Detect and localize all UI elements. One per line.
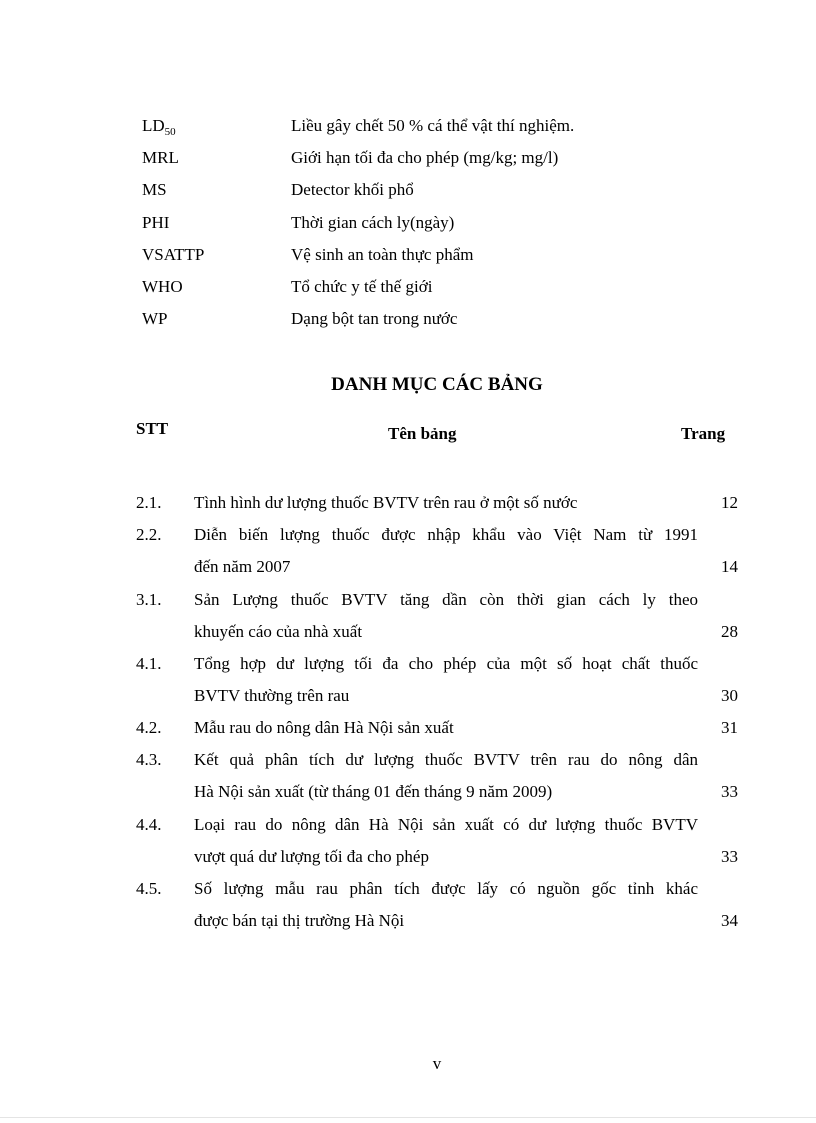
abbreviation-code: WP — [142, 309, 168, 328]
entry-page: 12 — [721, 493, 738, 512]
table-header-name: Tên bảng — [388, 424, 457, 443]
table-entry — [136, 648, 738, 712]
abbreviation-definition: Giới hạn tối đa cho phép (mg/kg; mg/l) — [291, 148, 559, 167]
entry-title-line: Số lượng mẫu rau phân tích được lấy có nguồn gốc tỉnh khác — [194, 879, 698, 898]
abbreviation-code: MS — [142, 180, 167, 199]
table-entry — [136, 809, 738, 873]
abbreviation-code: $LD_{50}$ — [142, 116, 176, 138]
entry-page: 30 — [721, 686, 738, 705]
entry-page: 14 — [721, 557, 738, 576]
entry-title-line: BVTV thường trên rau — [194, 686, 350, 705]
abbreviation-definition: Liều gây chết 50 % cá thể vật thí nghiệm. — [291, 116, 575, 135]
entry-number: 4.4. — [136, 815, 162, 834]
entry-title-line: được bán tại thị trường Hà Nội — [194, 911, 405, 930]
abbreviation-code: VSATTP — [142, 245, 205, 264]
entry-number: 4.5. — [136, 879, 162, 898]
table-entry — [136, 487, 738, 519]
abbreviation-definition: Dạng bột tan trong nước — [291, 309, 458, 328]
table-header-stt: STT — [136, 419, 169, 438]
entry-number: 2.2. — [136, 525, 162, 544]
entry-title-line: Tổng hợp dư lượng tối đa cho phép của một số hoạt chất thuốc — [194, 654, 698, 673]
entry-title-line: Tình hình dư lượng thuốc BVTV trên rau ở một số nước — [194, 493, 578, 512]
entry-number: 3.1. — [136, 590, 162, 609]
entry-title-line: Mẫu rau do nông dân Hà Nội sản xuất — [194, 718, 454, 737]
entry-number: 4.3. — [136, 750, 162, 769]
entry-number: 4.2. — [136, 718, 162, 737]
entry-page: 28 — [721, 622, 738, 641]
table-entry — [136, 519, 738, 583]
abbreviation-definition: Detector khối phổ — [291, 180, 414, 199]
entry-title-line: khuyến cáo của nhà xuất — [194, 622, 363, 641]
table-header-page: Trang — [681, 424, 726, 443]
abbreviation-definition: Tổ chức y tế thế giới — [291, 277, 433, 296]
table-entry — [136, 873, 738, 937]
table-entry — [136, 744, 738, 808]
table-entry — [136, 584, 738, 648]
table-entry — [136, 712, 738, 744]
entry-page: 33 — [721, 847, 738, 866]
entry-number: 4.1. — [136, 654, 162, 673]
abbreviation-definition: Vệ sinh an toàn thực phẩm — [291, 245, 474, 264]
entry-page: 33 — [721, 782, 738, 801]
entry-title-line: Diễn biến lượng thuốc được nhập khẩu vào Việt Nam từ 1991 — [194, 525, 698, 544]
entry-page: 31 — [721, 718, 738, 737]
entry-number: 2.1. — [136, 493, 162, 512]
entry-title-line: Sản Lượng thuốc BVTV tăng dần còn thời gian cách ly theo — [194, 590, 698, 609]
page-number: v — [432, 1054, 442, 1073]
abbreviation-code: WHO — [142, 277, 183, 296]
entry-title-line: Hà Nội sản xuất (từ tháng 01 đến tháng 9 năm 2009) — [194, 782, 553, 801]
entry-title-line: đến năm 2007 — [194, 557, 291, 576]
entry-page: 34 — [721, 911, 738, 930]
abbreviation-definition: Thời gian cách ly(ngày) — [291, 213, 455, 232]
section-title: DANH MỤC CÁC BẢNG — [331, 374, 543, 395]
page-bottom-divider — [0, 1117, 816, 1118]
abbreviation-code: PHI — [142, 213, 170, 232]
entry-title-line: vượt quá dư lượng tối đa cho phép — [194, 847, 429, 866]
entry-title-line: Loại rau do nông dân Hà Nội sản xuất có dư lượng thuốc BVTV — [194, 815, 698, 834]
entry-title-line: Kết quả phân tích dư lượng thuốc BVTV trên rau do nông dân — [194, 750, 698, 769]
abbreviation-code: MRL — [142, 148, 179, 167]
